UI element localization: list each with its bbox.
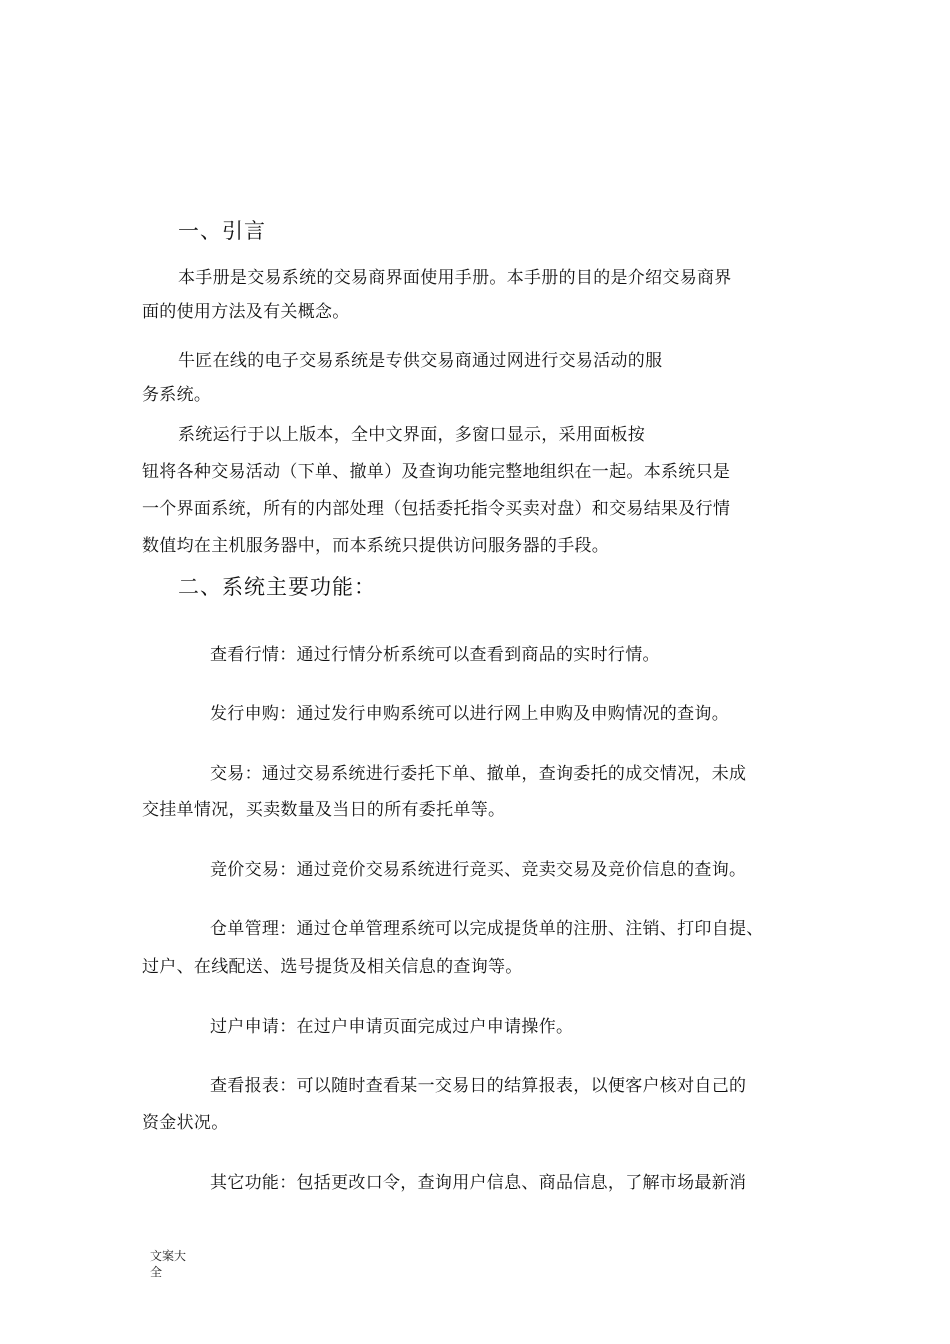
footer-line: 文案大 bbox=[150, 1249, 187, 1263]
function-item-warehouse: 仓单管理：通过仓单管理系统可以完成提货单的注册、注销、打印自提、 bbox=[210, 919, 764, 939]
section-heading-functions: 二、系统主要功能： bbox=[178, 575, 376, 599]
section-heading-introduction: 一、引言 bbox=[178, 219, 266, 243]
footer-line: 全 bbox=[150, 1265, 163, 1279]
function-item-transfer: 过户申请：在过户申请页面完成过户申请操作。 bbox=[210, 1017, 574, 1037]
function-item-other: 其它功能：包括更改口令，查询用户信息、商品信息，了解市场最新消 bbox=[210, 1173, 747, 1193]
function-item-warehouse-cont: 过户、在线配送、选号提货及相关信息的查询等。 bbox=[142, 957, 523, 977]
paragraph-line: 务系统。 bbox=[142, 385, 212, 405]
function-item-bidding: 竞价交易：通过竞价交易系统进行竞买、竞卖交易及竞价信息的查询。 bbox=[210, 860, 747, 880]
function-item-reports: 查看报表：可以随时查看某一交易日的结算报表，以便客户核对自己的 bbox=[210, 1076, 747, 1096]
function-item-market: 查看行情：通过行情分析系统可以查看到商品的实时行情。 bbox=[210, 645, 660, 665]
paragraph-line: 一个界面系统，所有的内部处理（包括委托指令买卖对盘）和交易结果及行情 bbox=[142, 499, 731, 519]
function-item-subscription: 发行申购：通过发行申购系统可以进行网上申购及申购情况的查询。 bbox=[210, 704, 729, 724]
function-item-trading: 交易：通过交易系统进行委托下单、撤单，查询委托的成交情况，未成 bbox=[210, 764, 747, 784]
paragraph-line: 数值均在主机服务器中，而本系统只提供访问服务器的手段。 bbox=[142, 536, 610, 556]
function-item-trading-cont: 交挂单情况，买卖数量及当日的所有委托单等。 bbox=[142, 800, 506, 820]
paragraph-line: 系统运行于以上版本，全中文界面，多窗口显示，采用面板按 bbox=[178, 425, 646, 445]
paragraph-line: 本手册是交易系统的交易商界面使用手册。本手册的目的是介绍交易商界 bbox=[178, 268, 732, 288]
page-footer bbox=[150, 1248, 186, 1280]
function-item-reports-cont: 资金状况。 bbox=[142, 1113, 229, 1133]
paragraph-line: 钮将各种交易活动（下单、撤单）及查询功能完整地组织在一起。本系统只是 bbox=[142, 462, 731, 482]
paragraph-line: 面的使用方法及有关概念。 bbox=[142, 302, 350, 322]
paragraph-line: 牛匠在线的电子交易系统是专供交易商通过网进行交易活动的服 bbox=[178, 351, 663, 371]
